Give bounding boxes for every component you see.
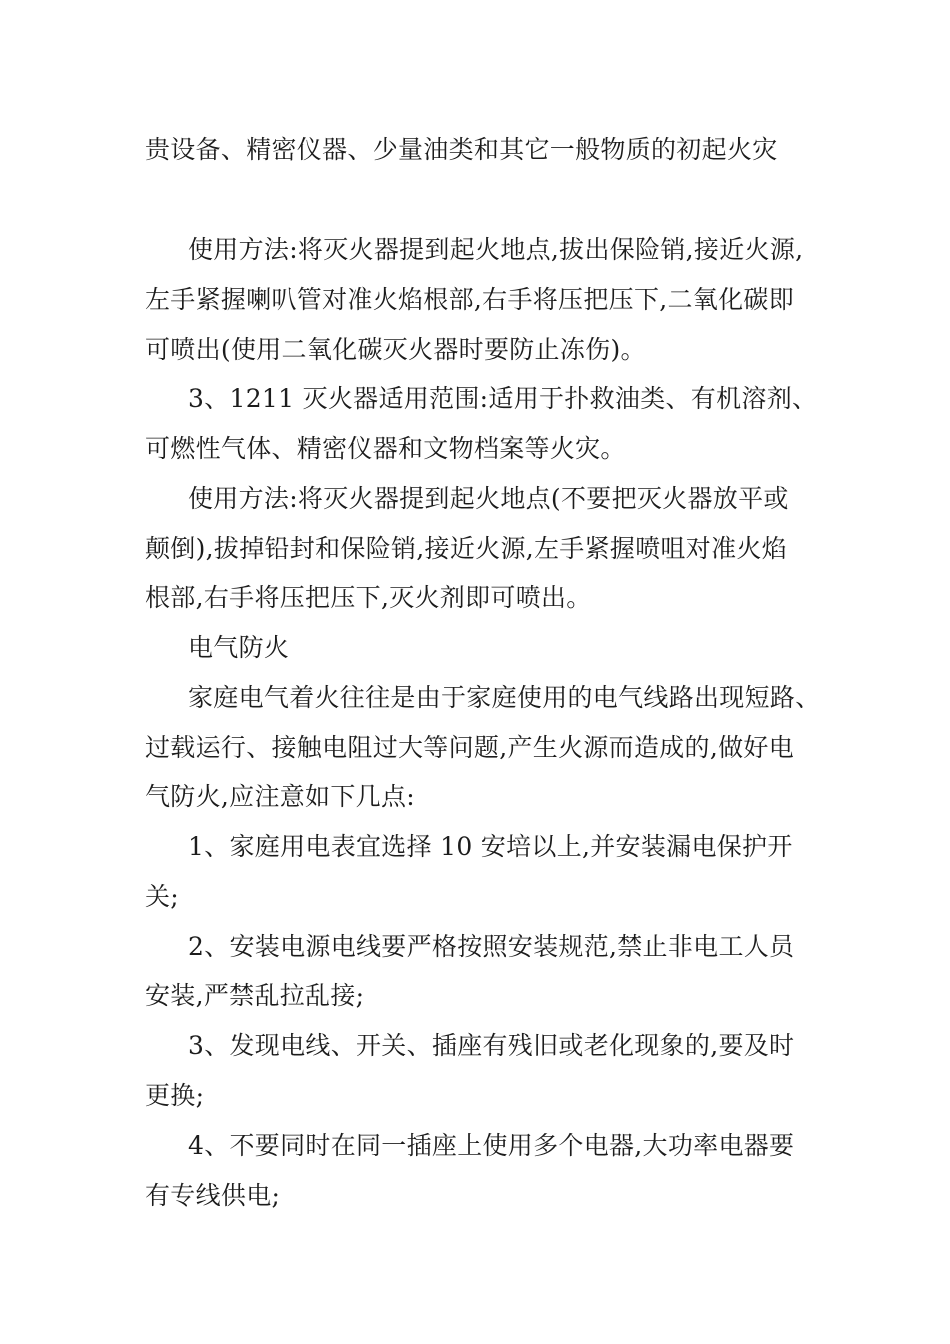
text-line-5: 3、1211 灭火器适用范围:适用于扑救油类、有机溶剂、 xyxy=(188,384,818,413)
text-line-9: 根部,右手将压把压下,灭火剂即可喷出。 xyxy=(145,583,592,612)
section-heading: 电气防火 xyxy=(188,633,290,662)
text-line-13: 气防火,应注意如下几点: xyxy=(145,782,415,811)
text-line-2: 使用方法:将灭火器提到起火地点,拔出保险销,接近火源, xyxy=(188,235,804,264)
text-line-18: 3、发现电线、开关、插座有残旧或老化现象的,要及时 xyxy=(188,1031,795,1060)
text-line-14: 1、家庭用电表宜选择 10 安培以上,并安装漏电保护开 xyxy=(188,832,793,861)
text-line-4: 可喷出(使用二氧化碳灭火器时要防止冻伤)。 xyxy=(145,335,646,364)
text-line-7: 使用方法:将灭火器提到起火地点(不要把灭火器放平或 xyxy=(188,484,789,513)
text-line-6: 可燃性气体、精密仪器和文物档案等火灾。 xyxy=(145,434,626,463)
text-line-19: 更换; xyxy=(145,1081,205,1110)
text-line-11: 家庭电气着火往往是由于家庭使用的电气线路出现短路、 xyxy=(188,683,821,712)
text-line-12: 过载运行、接触电阻过大等问题,产生火源而造成的,做好电 xyxy=(145,733,794,762)
text-line-8: 颠倒),拔掉铅封和保险销,接近火源,左手紧握喷咀对准火焰 xyxy=(145,534,787,563)
text-line-1: 贵设备、精密仪器、少量油类和其它一般物质的初起火灾 xyxy=(145,135,778,164)
text-line-3: 左手紧握喇叭管对准火焰根部,右手将压把压下,二氧化碳即 xyxy=(145,285,794,314)
text-line-15: 关; xyxy=(145,882,180,911)
text-line-16: 2、安装电源电线要严格按照安装规范,禁止非电工人员 xyxy=(188,932,795,961)
text-line-20: 4、不要同时在同一插座上使用多个电器,大功率电器要 xyxy=(188,1131,795,1160)
text-line-21: 有专线供电; xyxy=(145,1181,281,1210)
text-line-17: 安装,严禁乱拉乱接; xyxy=(145,981,365,1010)
